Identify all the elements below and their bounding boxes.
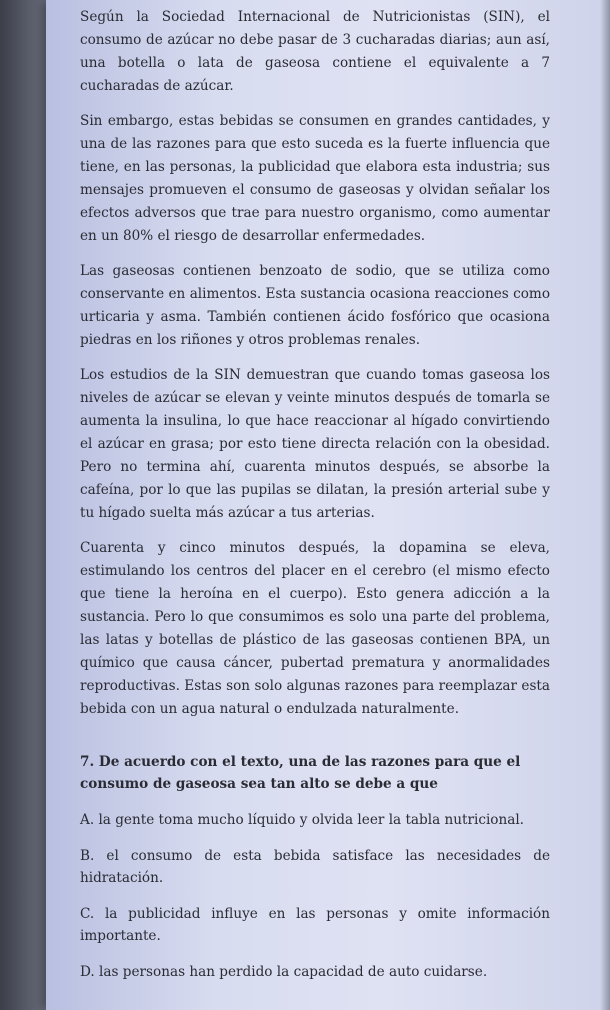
paragraph-5: Cuarenta y cinco minutos después, la dopamina se eleva, estimulando los centros del placer en el cerebro (el mismo efecto que tiene la heroína en el cuerpo). Esto genera adicción a la sustancia. Pero lo que consumimos es solo una parte del problema, las latas y botellas de plástico de las gaseosas contienen BPA, un químico que causa cáncer, pubertad prematura y anormalidades reproductivas. Estas son solo algunas razones para reemplazar esta bebida con un agua natural o endulzada naturalmente. xyxy=(80,540,550,717)
option-d[interactable]: D. las personas han perdido la capacidad de auto cuidarse. xyxy=(80,964,488,980)
paragraph-2: Sin embargo, estas bebidas se consumen en grandes cantidades, y una de las razones para que esto suceda es la fuerte influencia que tiene, en las personas, la publicidad que elabora esta industria; sus mensajes promueven el consumo de gaseosas y olvidan señalar los efectos adversos que trae para nuestro organismo, como aumentar en un 80% el riesgo de desarrollar enfermedades. xyxy=(80,113,550,244)
question-7: 7. De acuerdo con el texto, una de las razones para que el consumo de gaseosa sea tan alto se debe a que xyxy=(80,754,521,792)
reading-text xyxy=(80,6,550,983)
paragraph-4: Los estudios de la SIN demuestran que cuando tomas gaseosa los niveles de azúcar se elevan y veinte minutos después de tomarla se aumenta la insulina, lo que hace reaccionar al hígado convirtiendo el azúcar en grasa; por esto tiene directa relación con la obesidad. Pero no termina ahí, cuarenta minutos después, se absorbe la cafeína, por lo que las pupilas se dilatan, la presión arterial sube y tu hígado suelta más azúcar a tus arterias. xyxy=(80,367,550,521)
page-edge-shadow xyxy=(0,0,46,1010)
option-c[interactable]: C. la publicidad influye en las personas y omite información importante. xyxy=(80,906,550,944)
paragraph-3: Las gaseosas contienen benzoato de sodio, que se utiliza como conservante en alimentos. Esta sustancia ocasiona reacciones como urticaria y asma. También contienen ácido fosfórico que ocasiona piedras en los riñones y otros problemas renales. xyxy=(80,263,550,348)
paragraph-1: Según la Sociedad Internacional de Nutricionistas (SIN), el consumo de azúcar no debe pasar de 3 cucharadas diarias; aun así, una botella o lata de gaseosa contiene el equivalente a 7 cucharadas de azúcar. xyxy=(80,9,550,94)
option-b[interactable]: B. el consumo de esta bebida satisface las necesidades de hidratación. xyxy=(80,848,550,886)
option-a[interactable]: A. la gente toma mucho líquido y olvida leer la tabla nutricional. xyxy=(80,812,525,828)
right-edge-shadow xyxy=(600,0,610,1010)
